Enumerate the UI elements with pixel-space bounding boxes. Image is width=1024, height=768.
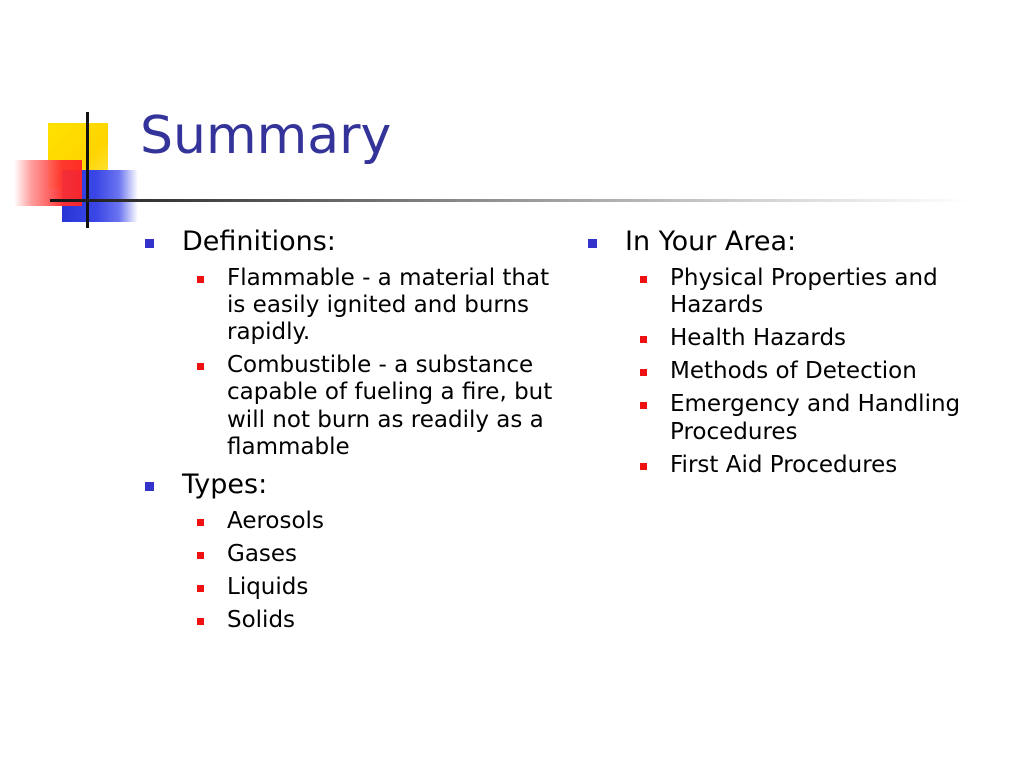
sub-bullet-item [182, 574, 562, 601]
square-bullet-icon [197, 585, 204, 592]
square-bullet-icon [197, 519, 204, 526]
square-bullet-icon [640, 336, 647, 343]
square-bullet-icon [145, 482, 154, 491]
sub-bullet-text: Health Hazards [670, 325, 847, 352]
square-bullet-icon [640, 276, 647, 283]
sub-bullet-item [182, 508, 562, 535]
sub-bullet-item [625, 265, 1005, 319]
square-bullet-icon [197, 276, 204, 283]
vertical-line-decoration [86, 112, 89, 228]
sub-bullet-text: Aerosols [227, 507, 324, 534]
bullet-label: Types: [182, 468, 268, 500]
sub-list [182, 265, 562, 461]
sub-bullet-item [625, 325, 1005, 352]
square-bullet-icon [197, 552, 204, 559]
title-underline-decoration [50, 199, 970, 202]
sub-bullet-text: Emergency and Handling Procedures [670, 391, 961, 445]
bullet-in-your-area [585, 226, 1005, 479]
square-bullet-icon [640, 402, 647, 409]
sub-bullet-text: Solids [227, 607, 296, 634]
sub-list [182, 508, 562, 635]
square-bullet-icon [197, 618, 204, 625]
sub-bullet-item [182, 352, 562, 461]
bullet-definitions [142, 226, 562, 461]
square-bullet-icon [145, 239, 154, 248]
square-bullet-icon [197, 363, 204, 370]
sub-bullet-text: First Aid Procedures [670, 451, 898, 478]
right-column [585, 226, 1005, 487]
sub-bullet-item [182, 265, 562, 346]
sub-bullet-text: Flammable - a material that is easily ignited and burns rapidly. [227, 264, 550, 346]
left-column [142, 226, 562, 642]
sub-bullet-item [625, 358, 1005, 385]
sub-bullet-text: Physical Properties and Hazards [670, 264, 938, 319]
sub-bullet-item [182, 541, 562, 568]
bullet-label: In Your Area: [625, 226, 797, 257]
sub-list [625, 265, 1005, 479]
square-bullet-icon [588, 239, 597, 248]
sub-bullet-item [625, 452, 1005, 479]
sub-bullet-text: Gases [227, 540, 298, 567]
sub-bullet-text: Liquids [227, 574, 309, 600]
sub-bullet-text: Combustible - a substance capable of fueling a fire, but will not burn as readily as a flammable [227, 352, 553, 460]
bullet-label: Definitions: [182, 226, 336, 257]
slide-title: Summary [140, 106, 392, 166]
sub-bullet-item [182, 607, 562, 634]
sub-bullet-item [625, 391, 1005, 445]
sub-bullet-text: Methods of Detection [670, 358, 917, 385]
square-bullet-icon [640, 463, 647, 470]
square-bullet-icon [640, 369, 647, 376]
bullet-types [142, 469, 562, 634]
